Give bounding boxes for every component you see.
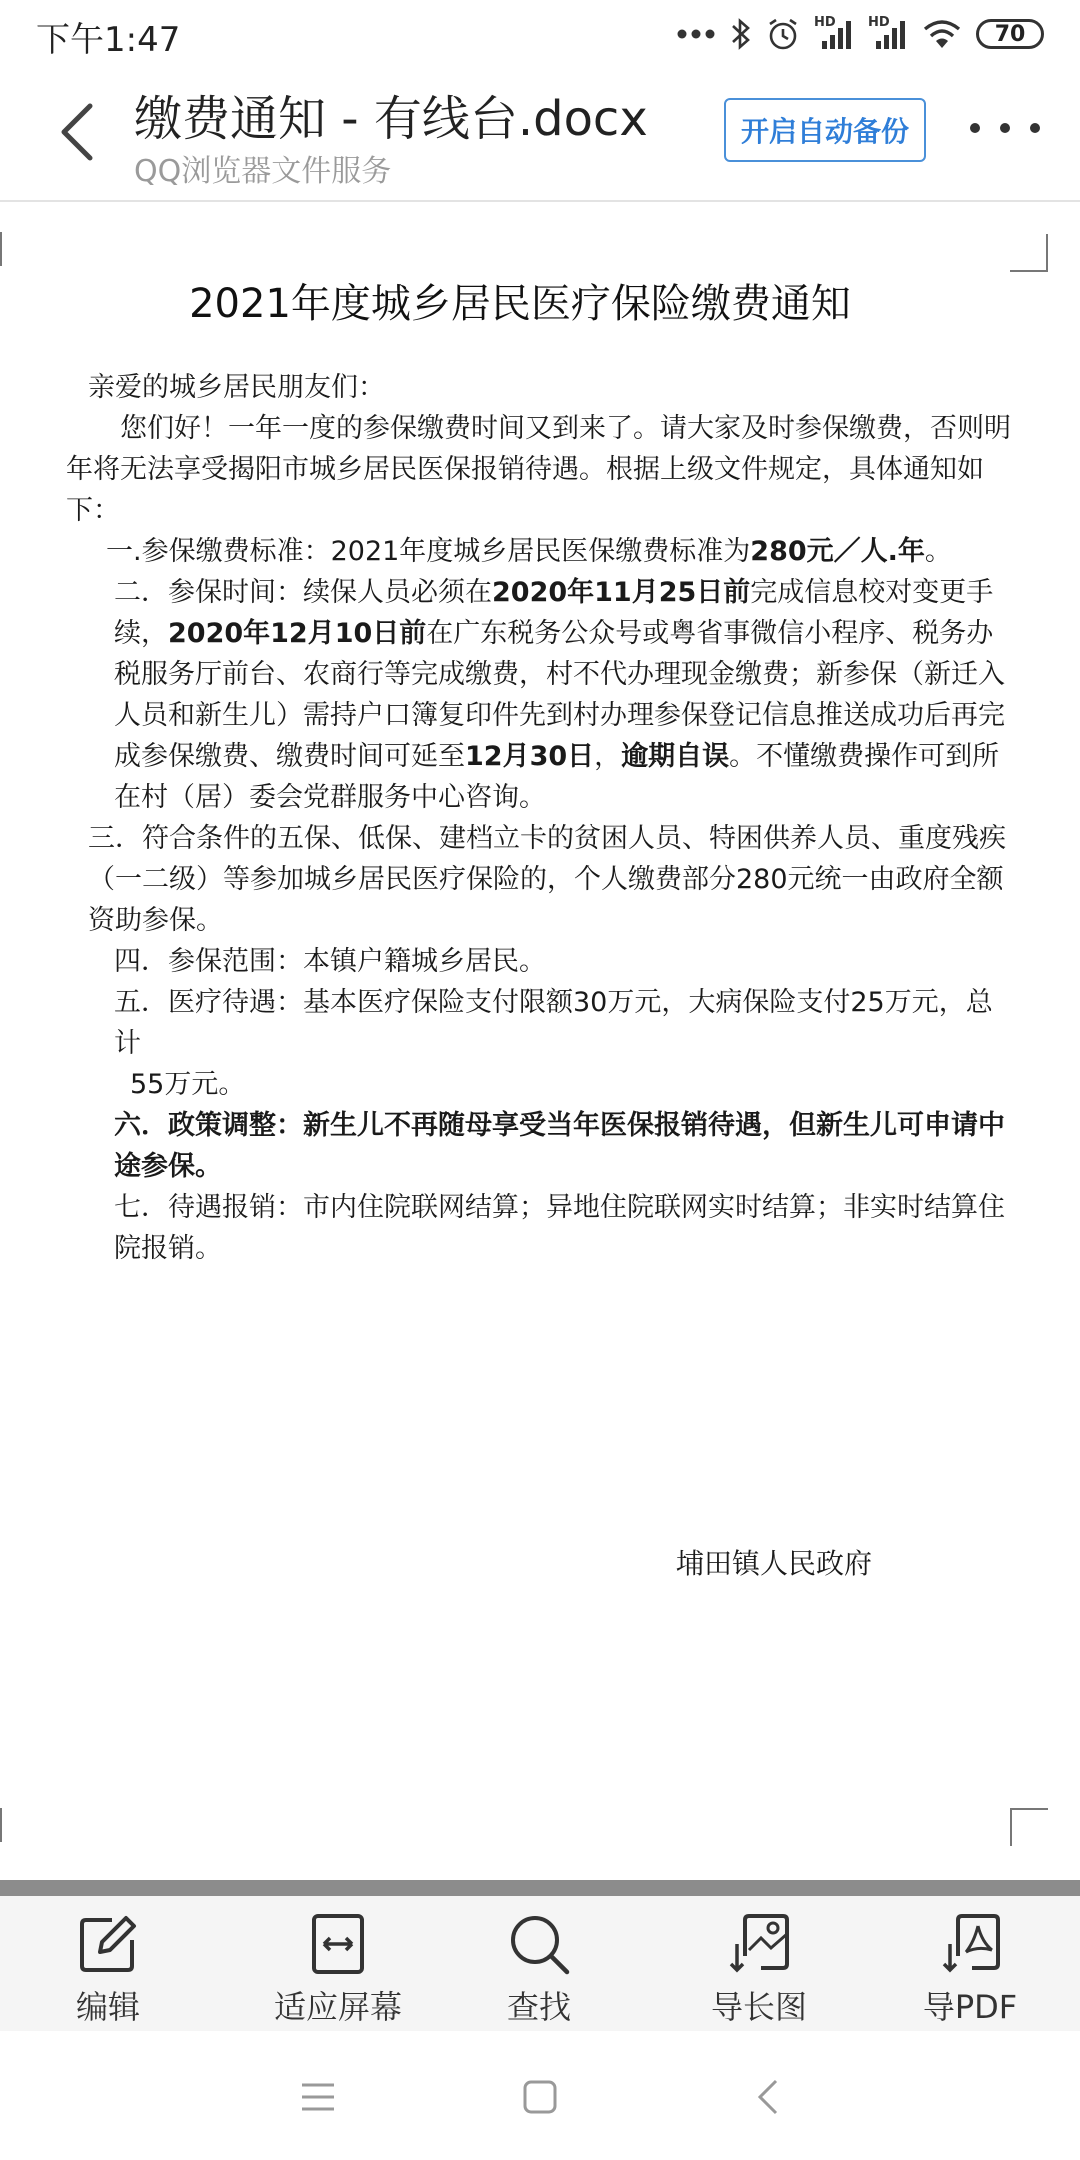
more-dots-icon	[676, 28, 716, 40]
search-label: 查找	[506, 1988, 571, 2026]
export-pdf-label: 导PDF	[922, 1988, 1018, 2026]
alarm-icon	[766, 17, 800, 51]
item-5-text: 五．医疗待遇：基本医疗保险支付限额30万元，大病保险支付25万元，总计	[114, 987, 993, 1059]
document-subtitle: QQ浏览器文件服务	[134, 154, 392, 189]
document-heading: 2021年度城乡居民医疗保险缴费通知	[189, 281, 851, 327]
document-page[interactable]	[0, 202, 1080, 1878]
edit-icon[interactable]	[76, 1912, 140, 1976]
item-2-date-3: 12月30日	[465, 741, 595, 772]
signal-hd-label: HD	[814, 15, 836, 30]
toolbar-divider	[0, 1880, 1080, 1896]
more-icon[interactable]	[970, 108, 1040, 148]
item-5	[66, 982, 1011, 1105]
item-2-text: 。不懂缴费操作可到所在村（居）委会党群服务中心咨询。	[114, 741, 1000, 813]
export-pdf-button[interactable]	[910, 1896, 1030, 2031]
item-1-end: 。	[924, 536, 952, 567]
status-time: 下午1:47	[36, 20, 181, 60]
item-2-date-2: 2020年12月10日前	[168, 618, 427, 649]
battery-icon	[976, 19, 1044, 49]
fit-screen-icon[interactable]	[306, 1912, 370, 1976]
signal-icon	[814, 17, 854, 51]
document-title: 缴费通知 - 有线台.docx	[134, 91, 648, 147]
item-1-text: 一.参保缴费标准：2021年度城乡居民医保缴费标准为	[106, 536, 751, 567]
item-5-total: 55万元。	[130, 1069, 246, 1100]
edit-button[interactable]	[58, 1896, 158, 2031]
search-icon[interactable]	[507, 1912, 571, 1976]
item-1-standard: 280元／人.年	[750, 536, 925, 567]
fit-screen-label: 适应屏幕	[273, 1988, 402, 2026]
export-pdf-icon[interactable]	[938, 1912, 1002, 1976]
search-button[interactable]	[489, 1896, 589, 2031]
status-icons	[676, 14, 1044, 54]
item-6: 六．政策调整：新生儿不再随母享受当年医保报销待遇，但新生儿可申请中途参保。	[114, 1110, 1005, 1182]
item-3: 三．符合条件的五保、低保、建档立卡的贫困人员、特困供养人员、重度残疾（一二级）等参加城乡居民医疗保险的，个人缴费部分280元统一由政府全额资助参保。	[88, 823, 1006, 936]
back-icon[interactable]	[748, 2075, 792, 2119]
auto-backup-button[interactable]: 开启自动备份	[724, 98, 926, 162]
item-1	[66, 531, 1011, 572]
item-2-text: ，	[594, 741, 622, 772]
back-arrow-icon[interactable]	[48, 92, 108, 172]
system-nav-bar	[0, 2031, 1080, 2160]
home-icon[interactable]	[518, 2075, 562, 2119]
signal-hd-label: HD	[868, 15, 890, 30]
edit-label: 编辑	[75, 1988, 140, 2026]
greeting: 亲爱的城乡居民朋友们：	[88, 372, 385, 403]
page-margin-mark	[0, 1808, 2, 1842]
page-corner-mark	[1010, 1808, 1048, 1846]
wifi-icon	[922, 18, 962, 50]
export-long-image-button[interactable]	[694, 1896, 824, 2031]
item-2-date-1: 2020年11月25日前	[492, 577, 751, 608]
signature: 埔田镇人民政府	[676, 1547, 873, 1580]
bottom-toolbar	[0, 1896, 1080, 2031]
document-body	[66, 367, 1011, 1269]
signal-icon	[868, 17, 908, 51]
item-2-text: 在广东税务公众号或粤省事微信小程序、税务办税服务厅前台、农商行等完成缴费，村不代办理现金缴费；新参保（新迁入人员和新生儿）需持户口簿复印件先到村办理参保登记信息推送成功后再完成参保缴费、缴费时间可延至	[114, 618, 1005, 772]
export-long-image-label: 导长图	[710, 1988, 807, 2026]
item-4: 四．参保范围：本镇户籍城乡居民。	[114, 946, 546, 977]
back-button[interactable]	[48, 92, 108, 172]
page-margin-mark	[0, 232, 2, 266]
item-2-warning: 逾期自误	[621, 741, 730, 772]
item-2	[66, 572, 1011, 818]
item-2-text: 完成信息校对变更手续，	[114, 577, 994, 649]
item-2-text: 二．参保时间：续保人员必须在	[114, 577, 492, 608]
fit-screen-button[interactable]	[253, 1896, 423, 2031]
item-7: 七．待遇报销：市内住院联网结算；异地住院联网实时结算；非实时结算住院报销。	[114, 1192, 1005, 1264]
menu-icon[interactable]	[296, 2075, 340, 2119]
bluetooth-icon	[730, 17, 752, 51]
export-long-image-icon[interactable]	[727, 1912, 791, 1976]
status-bar	[0, 0, 1080, 66]
battery-level: 70	[994, 21, 1026, 47]
app-header	[0, 66, 1080, 202]
page-corner-mark	[1010, 234, 1048, 272]
intro-paragraph: 您们好！一年一度的参保缴费时间又到来了。请大家及时参保缴费，否则明年将无法享受揭阳市城乡居民医保报销待遇。根据上级文件规定，具体通知如下：	[66, 413, 1011, 526]
